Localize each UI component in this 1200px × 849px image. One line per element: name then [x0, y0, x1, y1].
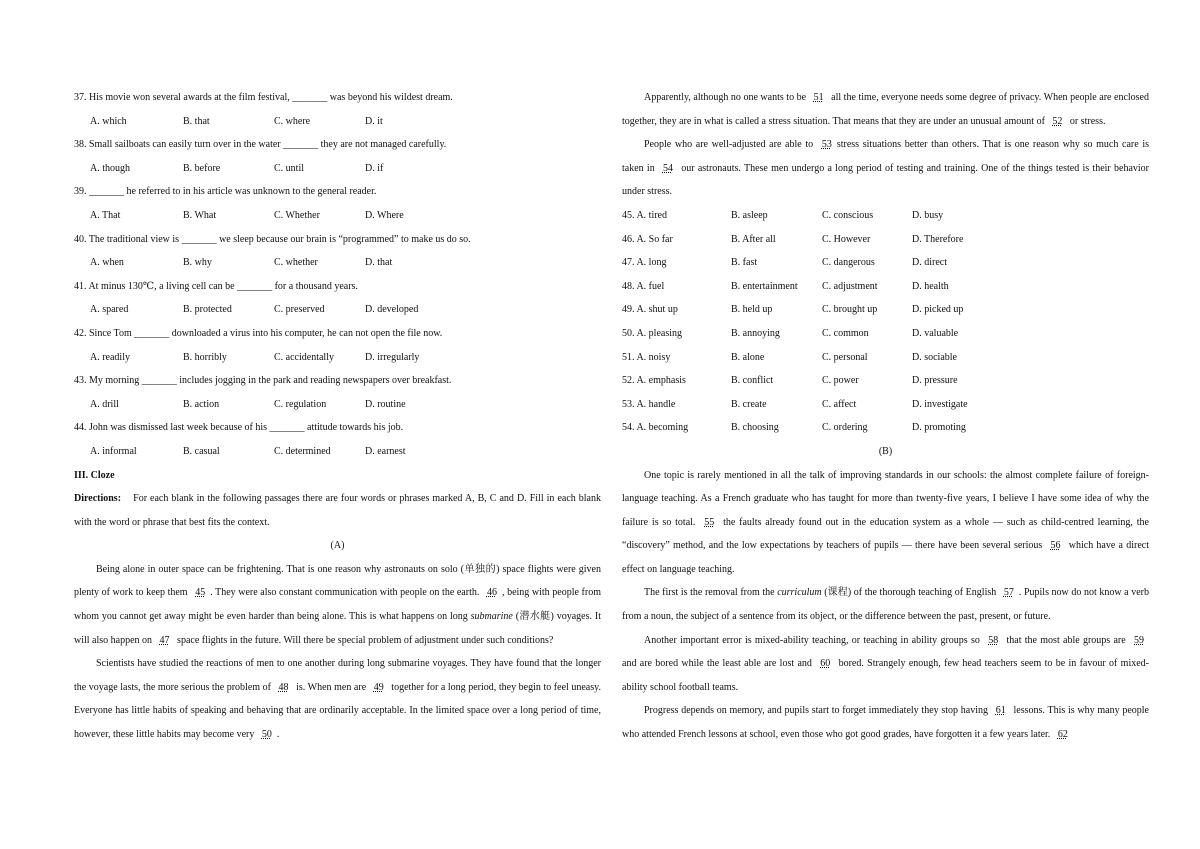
answer-blank[interactable]: 52 [1052, 115, 1063, 127]
text-segment: and are bored while the least able are lost and [622, 658, 816, 670]
option: C. preserved [274, 304, 325, 316]
options-row [74, 346, 601, 370]
option: C. where [274, 115, 311, 127]
question-stem: 38. Small sailboats can easily turn over in the water _______ they are not managed carefully. [74, 139, 447, 151]
options-row [622, 275, 1149, 299]
answer-blank[interactable]: 56 [1050, 540, 1061, 552]
option: D. Where [365, 209, 404, 221]
option: B. fast [731, 257, 758, 269]
option: B. annoying [731, 327, 780, 339]
paragraph [622, 629, 1149, 700]
text-segment: Scientists have studied the reactions of men to one another during long submarine voyages. They have found that the longer the voyage lasts, the more serious the problem of [74, 658, 601, 693]
option: C. dangerous [822, 257, 875, 269]
text-segment: together for a long period, they begin to feel uneasy. Everyone has little habits of speaking and behaving that are ordinarily acceptable. In the limited space over a long period of time, however, these little habits may become very [74, 681, 601, 741]
option: D. earnest [365, 445, 406, 457]
options-row [622, 393, 1149, 417]
text-segment: The first is the removal from the [644, 587, 778, 599]
answer-blank[interactable]: 48 [278, 681, 289, 693]
question-stem: 41. At minus 130℃, a living cell can be _______ for a thousand years. [74, 280, 358, 292]
option: D. pressure [912, 375, 958, 387]
option: C. adjustment [822, 280, 878, 292]
text-segment: Progress depends on memory, and pupils start to forget immediately they stop having [644, 705, 991, 717]
question-stem: 42. Since Tom _______ downloaded a virus into his computer, he can not open the file now. [74, 327, 443, 339]
options-row [74, 393, 601, 417]
question-stem: 39. _______ he referred to in his article was unknown to the general reader. [74, 186, 377, 198]
italic-term: curriculum [777, 587, 822, 599]
option: B. that [183, 115, 210, 127]
option: 48. A. fuel [622, 280, 665, 292]
answer-blank[interactable]: 46 [486, 587, 497, 599]
answer-blank[interactable]: 57 [1003, 587, 1014, 599]
option: C. However [822, 233, 871, 245]
option: D. sociable [912, 351, 957, 363]
option: D. developed [365, 304, 419, 316]
answer-blank[interactable]: 47 [159, 634, 170, 646]
text-segment: (潜水艇) voyages. It will also happen on [74, 611, 601, 646]
option: B. What [183, 209, 217, 221]
option: B. entertainment [731, 280, 798, 292]
option: B. casual [183, 445, 220, 457]
option: 53. A. handle [622, 398, 676, 410]
option: C. regulation [274, 398, 327, 410]
option: B. protected [183, 304, 232, 316]
option: C. Whether [274, 209, 320, 221]
answer-blank[interactable]: 59 [1134, 634, 1144, 646]
option: A. informal [90, 445, 137, 457]
options-row [74, 298, 601, 322]
text-segment: space flights in the future. Will there be special problem of adjustment under such conditions? [174, 634, 554, 646]
option: C. power [822, 375, 859, 387]
text-segment: all the time, everyone needs some degree of privacy. When people are enclosed together, they are in what is called a stress situation. That means that they are under an unusual amount of [622, 92, 1149, 127]
text-segment: . Pupils now do not know a verb from a noun, the subject of a sentence from its object, or the difference between the past, present, or future. [622, 587, 1149, 623]
option: B. create [731, 398, 767, 410]
directions-label: Directions: [74, 493, 122, 505]
paragraph [622, 133, 1149, 204]
passage-label: (B) [878, 445, 893, 457]
option: D. direct [912, 257, 947, 269]
option: B. After all [731, 233, 776, 245]
option: A. drill [90, 398, 119, 410]
option: C. personal [822, 351, 868, 363]
option: D. if [365, 162, 384, 174]
option: D. Therefore [912, 233, 964, 245]
question-stem: 44. John was dismissed last week because of his _______ attitude towards his job. [74, 422, 404, 434]
text-segment: which have a direct effect on language teaching. [622, 540, 1149, 575]
paragraph [622, 699, 1149, 746]
text-segment: Being alone in outer space can be frightening. That is one reason why astronauts on solo (单独的) space flights were given plenty of work to keep them [74, 563, 601, 599]
text-segment: People who are well-adjusted are able to [644, 139, 817, 151]
option: C. until [274, 162, 305, 174]
option: B. choosing [731, 422, 779, 434]
paragraph [622, 581, 1149, 628]
option: A. spared [90, 304, 129, 316]
option: D. picked up [912, 304, 964, 316]
option: C. ordering [822, 422, 868, 434]
option: A. That [90, 209, 121, 221]
options-row [622, 322, 1149, 346]
option: A. when [90, 257, 124, 269]
options-row [622, 298, 1149, 322]
option: A. readily [90, 351, 130, 363]
text-segment: or stress. [1067, 115, 1106, 127]
answer-blank[interactable]: 45 [195, 587, 206, 599]
option: C. brought up [822, 304, 878, 316]
option: D. that [365, 257, 393, 269]
answer-blank[interactable]: 62 [1057, 729, 1068, 741]
option: B. horribly [183, 351, 227, 363]
question-stem: 40. The traditional view is _______ we sleep because our brain is “programmed” to make us do so. [74, 233, 471, 245]
option: C. whether [274, 257, 318, 269]
option: D. irregularly [365, 351, 420, 363]
directions [74, 487, 601, 534]
option: D. investigate [912, 398, 968, 410]
options-row [622, 346, 1149, 370]
text-segment: . [276, 729, 280, 741]
text-segment: Apparently, although no one wants to be [644, 92, 809, 103]
option: 50. A. pleasing [622, 327, 682, 339]
option: B. why [183, 257, 212, 269]
text-segment: lessons. This is why many people who attended French lessons at school, even those who got good grades, have forgotten it a few years later. [622, 705, 1149, 741]
options-row [74, 110, 601, 134]
option: A. though [90, 162, 130, 174]
option: B. alone [731, 351, 765, 363]
passage-label: (A) [330, 540, 345, 552]
answer-blank[interactable]: 61 [995, 705, 1006, 717]
text-segment: (课程) of the thorough teaching of English [821, 587, 999, 599]
options-row [622, 369, 1149, 393]
option: B. before [183, 162, 221, 174]
options-row [74, 157, 601, 181]
answer-blank[interactable]: 50 [261, 729, 272, 741]
option: 52. A. emphasis [622, 375, 686, 387]
right-column [622, 86, 1149, 747]
option: C. common [822, 327, 869, 339]
option: 51. A. noisy [622, 351, 671, 363]
question-stem: 43. My morning _______ includes jogging in the park and reading newspapers over breakfast. [74, 375, 452, 387]
option: D. routine [365, 398, 406, 410]
text-segment: One topic is rarely mentioned in all the talk of improving standards in our schools: the almost complete failure of foreign-language teaching. As a French graduate who has taught for more than twenty-five years, I believe I have some idea of why the failure is so total. [622, 469, 1149, 528]
text-segment: the faults already found out in the education system as a whole — such as child-centred learning, the “discovery” method, and the low expectations by teachers of pupils — there have been several serious [622, 516, 1149, 552]
option: D. valuable [912, 327, 959, 339]
text-segment: , being with people from whom you cannot get away might be even harder than being alone. This is what happens on long [74, 587, 601, 623]
paragraph [74, 558, 601, 652]
text-segment: . They were also constant communication with people on the earth. [210, 587, 482, 599]
option: B. asleep [731, 209, 768, 221]
text-segment: Another important error is mixed-ability teaching, or teaching in ability groups so [644, 634, 984, 646]
option: C. determined [274, 445, 331, 457]
option: D. busy [912, 209, 944, 221]
option: D. health [912, 280, 949, 292]
option: C. affect [822, 398, 857, 410]
options-row [74, 440, 601, 464]
paragraph [622, 86, 1149, 133]
option: B. conflict [731, 375, 774, 387]
text-segment: our astronauts. These men undergo a long period of testing and training. One of the things tested is their behavior under stress. [622, 162, 1150, 198]
directions-text: For each blank in the following passages there are four words or phrases marked A, B, C and D. Fill in each blank with the word or phrase that best fits the context. [74, 493, 601, 528]
answer-blank[interactable]: 49 [373, 681, 384, 693]
italic-term: submarine [470, 611, 513, 623]
text-segment: is. When men are [293, 681, 369, 693]
options-row [74, 204, 601, 228]
answer-blank[interactable]: 54 [662, 162, 673, 174]
answer-blank[interactable]: 53 [821, 139, 832, 151]
answer-blank[interactable]: 55 [704, 516, 715, 528]
option: A. which [90, 115, 127, 127]
option: B. held up [731, 304, 773, 316]
answer-blank[interactable]: 60 [820, 658, 831, 670]
paragraph [74, 652, 601, 746]
paragraph [622, 464, 1149, 582]
text-segment: that the most able groups are [1003, 634, 1129, 646]
section-title: III. Cloze [74, 469, 115, 481]
option: C. accidentally [274, 351, 334, 363]
options-row [622, 228, 1149, 252]
answer-blank[interactable]: 58 [988, 634, 999, 646]
option: 46. A. So far [622, 233, 673, 245]
option: 54. A. becoming [622, 422, 689, 434]
options-row [622, 251, 1149, 275]
option: D. it [365, 115, 383, 127]
question-stem: 37. His movie won several awards at the film festival, _______ was beyond his wildest dream. [74, 92, 453, 103]
option: B. action [183, 398, 220, 410]
text-segment: stress situations better than others. That is one reason why so much care is taken in [622, 139, 1149, 174]
options-row [74, 251, 601, 275]
option: 49. A. shut up [622, 304, 678, 316]
option: 45. A. tired [622, 209, 667, 221]
answer-blank[interactable]: 51 [813, 92, 824, 103]
option: C. conscious [822, 209, 874, 221]
option: 47. A. long [622, 257, 667, 269]
left-column [74, 86, 601, 747]
text-segment: bored. Strangely enough, few head teachers seem to be in favour of mixed-ability school football teams. [622, 658, 1150, 693]
options-row [622, 416, 1149, 440]
option: D. promoting [912, 422, 966, 434]
options-row [622, 204, 1149, 228]
